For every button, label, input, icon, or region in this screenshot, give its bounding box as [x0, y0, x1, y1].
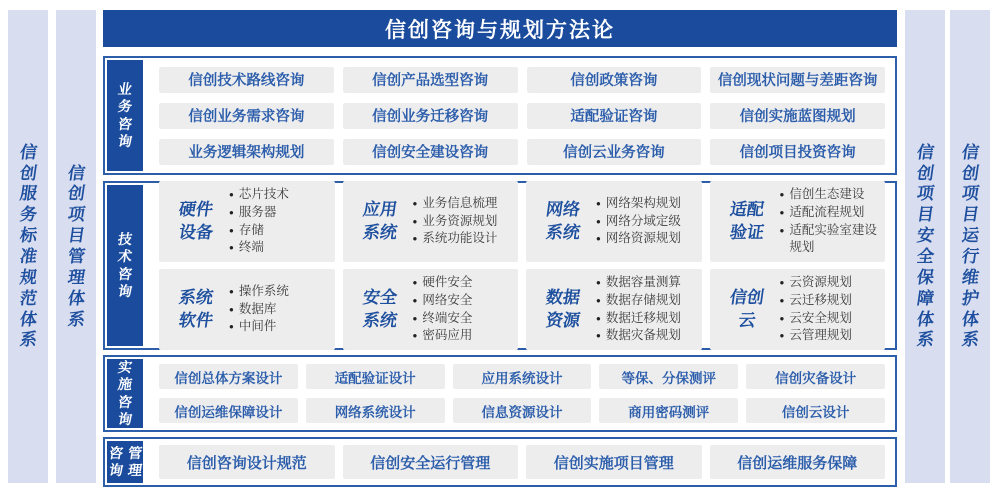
tech-card-bullet-item — [596, 230, 696, 248]
tech-card-bullet-item — [596, 327, 696, 345]
bullet-dot-icon: ● — [412, 295, 418, 305]
tech-card-bullet-text: 数据容量测算 — [605, 275, 681, 289]
bullet-dot-icon: ● — [596, 295, 601, 305]
tech-card-bullet-item — [413, 230, 513, 248]
section-technical-grid — [151, 185, 893, 346]
business-item-label: 适配验证咨询 — [570, 109, 658, 125]
bullet-dot-icon: ● — [596, 331, 601, 341]
vertical-text-char: 业 — [116, 81, 134, 98]
tech-card-bullet-text: 网络安全 — [422, 292, 473, 307]
tech-card — [343, 269, 519, 350]
tech-card-bullet-text: 系统功能设计 — [422, 231, 498, 246]
implementation-item-label: 等保、分保测评 — [621, 370, 717, 386]
tech-card-bullet-text: 服务器 — [238, 204, 277, 219]
business-item-label: 信创项目投资咨询 — [739, 145, 856, 161]
tech-card-bullet-text: 终端 — [238, 240, 264, 255]
bullet-dot-icon: ● — [779, 331, 785, 341]
vertical-text-char: 目 — [66, 226, 86, 246]
bullet-dot-icon: ● — [412, 313, 418, 323]
business-item — [527, 139, 702, 165]
management-item — [526, 445, 702, 479]
tech-card — [526, 181, 702, 262]
bullet-dot-icon: ● — [779, 295, 785, 305]
tech-card-title — [720, 199, 774, 243]
tech-card-title-line: 云 — [736, 310, 757, 330]
tech-card-bullet-list — [229, 283, 329, 336]
section-management-label — [107, 441, 143, 483]
bullet-dot-icon: ● — [779, 190, 785, 199]
implementation-item — [159, 398, 298, 423]
tech-card-bullet-text: 硬件安全 — [422, 275, 473, 289]
section-label-column — [118, 360, 132, 426]
tech-card-title-line: 系统 — [544, 222, 582, 242]
business-item-label: 信创产品选型咨询 — [372, 73, 489, 89]
implementation-item — [599, 398, 738, 423]
business-item — [710, 139, 885, 165]
vertical-text-char: 护 — [960, 288, 980, 308]
tech-card-title-line: 网络 — [544, 200, 582, 220]
tech-card-title-line: 系统 — [177, 288, 215, 308]
tech-card-bullet-item — [596, 292, 696, 310]
vertical-text-char: 行 — [960, 247, 980, 266]
tech-card-bullet-item — [229, 186, 329, 204]
vertical-text-char: 系 — [18, 330, 38, 350]
vertical-text-char: 施 — [116, 376, 134, 393]
vertical-text-char: 创 — [66, 184, 86, 204]
tech-card-title — [536, 287, 590, 331]
tech-card-bullet-item — [596, 274, 696, 292]
implementation-item-label: 应用系统设计 — [481, 370, 563, 386]
tech-card-title-line: 硬件 — [177, 200, 215, 220]
tech-card-bullet-list — [229, 186, 329, 257]
vertical-text-char: 安 — [915, 226, 935, 246]
side-bar-security-assurance-label — [917, 144, 934, 349]
tech-card-bullet-list — [780, 274, 880, 345]
bullet-dot-icon: ● — [412, 216, 418, 226]
vertical-text-char: 信 — [915, 142, 935, 162]
vertical-text-char: 管 — [126, 444, 143, 461]
section-label-column — [118, 82, 132, 148]
vertical-text-char: 项 — [915, 184, 935, 204]
vertical-text-char: 询 — [116, 132, 134, 149]
vertical-text-char: 系 — [66, 309, 86, 329]
tech-card-bullet-text: 芯片技术 — [238, 187, 289, 201]
business-item-label: 信创实施蓝图规划 — [739, 109, 856, 125]
business-item — [527, 67, 702, 93]
bullet-dot-icon: ● — [779, 313, 785, 323]
vertical-text-char: 准 — [18, 247, 38, 266]
tech-card-bullet-text: 数据库 — [238, 301, 277, 316]
tech-card-bullet-text: 适配实验室建设规划 — [789, 222, 877, 255]
tech-card-title-line: 适配 — [728, 200, 765, 220]
vertical-text-char: 创 — [18, 163, 38, 183]
section-label-column — [109, 446, 123, 478]
tech-card-title — [169, 287, 223, 331]
vertical-text-char: 信 — [960, 142, 980, 162]
tech-card-bullet-item — [780, 222, 880, 258]
vertical-text-char: 创 — [915, 163, 935, 183]
tech-card-bullet-text: 操作系统 — [238, 283, 289, 298]
management-item — [710, 445, 886, 479]
business-item-label: 信创业务迁移咨询 — [372, 109, 489, 125]
implementation-item-label: 信创灾备设计 — [775, 370, 857, 386]
tech-card-title-line: 验证 — [728, 222, 765, 242]
side-bar-operation-maintenance — [950, 10, 990, 483]
business-item-label: 信创政策咨询 — [570, 73, 658, 89]
tech-card-title-line: 系统 — [361, 222, 398, 242]
tech-card-title-line: 安全 — [361, 288, 398, 308]
tech-card-title — [536, 199, 590, 243]
tech-card-bullet-text: 密码应用 — [422, 328, 473, 343]
bullet-dot-icon: ● — [596, 234, 601, 244]
implementation-item — [306, 364, 445, 389]
implementation-item-label: 网络系统设计 — [334, 404, 416, 420]
bullet-dot-icon: ● — [412, 234, 418, 244]
tech-card-bullet-item — [596, 195, 696, 213]
tech-card-bullet-item — [413, 213, 513, 231]
bullet-dot-icon: ● — [596, 313, 601, 323]
business-item — [159, 67, 334, 93]
bullet-dot-icon: ● — [412, 331, 418, 341]
bullet-dot-icon: ● — [412, 278, 418, 287]
vertical-text-char: 理 — [66, 267, 86, 287]
business-item-label: 信创安全建设咨询 — [372, 145, 489, 161]
vertical-text-char: 询 — [116, 282, 134, 299]
vertical-text-char: 术 — [116, 248, 134, 265]
tech-card-bullet-text: 业务资源规划 — [422, 213, 498, 228]
vertical-text-char: 系 — [960, 330, 980, 350]
tech-card-bullet-text: 网络分域定级 — [605, 213, 681, 228]
bullet-dot-icon: ● — [229, 304, 234, 314]
vertical-text-char: 维 — [960, 267, 980, 287]
tech-card-title — [353, 287, 407, 331]
tech-card-bullet-item — [229, 204, 329, 222]
bullet-dot-icon: ● — [779, 225, 785, 235]
side-bar-operation-maintenance-label — [962, 144, 979, 349]
implementation-item — [746, 398, 885, 423]
business-item-label: 信创业务需求咨询 — [188, 109, 305, 125]
bullet-dot-icon: ● — [596, 278, 601, 287]
tech-card-bullet-item — [413, 292, 513, 310]
vertical-text-char: 标 — [18, 226, 38, 246]
tech-card-title-line: 资源 — [544, 310, 582, 330]
tech-card-bullet-item — [780, 204, 880, 222]
vertical-text-char: 规 — [18, 267, 38, 287]
vertical-text-char: 询 — [116, 410, 134, 427]
vertical-text-char: 信 — [18, 142, 38, 162]
tech-card-title — [353, 199, 407, 243]
vertical-text-char: 务 — [18, 205, 38, 225]
side-bar-service-standard-label — [20, 144, 37, 349]
tech-card-bullet-text: 云迁移规划 — [789, 292, 852, 307]
section-label-column — [128, 446, 142, 478]
bullet-dot-icon: ● — [229, 190, 234, 199]
tech-card-bullet-text: 数据迁移规划 — [605, 310, 681, 325]
implementation-item-label: 信息资源设计 — [481, 404, 563, 420]
business-item — [343, 103, 518, 129]
implementation-item-label: 信创云设计 — [781, 404, 850, 420]
side-bar-project-management-label — [68, 165, 85, 329]
vertical-text-char: 咨 — [107, 444, 124, 461]
section-implementation-grid — [151, 359, 893, 428]
bullet-dot-icon: ● — [779, 278, 785, 287]
vertical-text-char: 务 — [116, 98, 134, 115]
tech-card-bullet-item — [596, 213, 696, 231]
tech-card-title-line: 应用 — [361, 200, 398, 220]
bullet-dot-icon: ● — [596, 216, 601, 226]
vertical-text-char: 障 — [915, 288, 935, 308]
tech-card-bullet-item — [780, 327, 880, 345]
tech-card-bullet-text: 云管理规划 — [789, 328, 852, 343]
tech-card-bullet-text: 云资源规划 — [789, 275, 852, 289]
tech-card-bullet-text: 数据灾备规划 — [605, 328, 681, 343]
section-technical-label — [107, 185, 143, 346]
business-item — [527, 103, 702, 129]
section-consulting-management — [103, 437, 897, 487]
tech-card-bullet-item — [780, 186, 880, 204]
business-item-label: 信创技术路线咨询 — [188, 73, 305, 89]
tech-card — [710, 181, 886, 262]
section-label-column — [118, 232, 132, 298]
tech-card-bullet-list — [413, 195, 513, 248]
tech-card-bullet-text: 云安全规划 — [789, 310, 852, 325]
title-bar — [103, 10, 897, 47]
vertical-text-char: 咨 — [116, 265, 134, 282]
tech-card-title-line: 设备 — [177, 222, 215, 242]
side-bar-service-standard — [8, 10, 48, 483]
tech-card-bullet-text: 存储 — [238, 222, 264, 237]
tech-card-bullet-item — [229, 283, 329, 301]
tech-card-bullet-text: 业务信息梳理 — [422, 195, 498, 210]
tech-card-bullet-item — [229, 318, 329, 336]
tech-card-bullet-item — [229, 301, 329, 319]
tech-card-bullet-text: 适配流程规划 — [789, 204, 865, 219]
vertical-text-char: 体 — [66, 288, 86, 308]
vertical-text-char: 运 — [960, 226, 980, 246]
business-item — [159, 139, 334, 165]
business-item — [343, 139, 518, 165]
tech-card-bullet-list — [413, 274, 513, 345]
vertical-text-char: 管 — [66, 247, 86, 266]
tech-card-bullet-item — [413, 327, 513, 345]
section-business-label — [107, 60, 143, 171]
business-item-label: 信创现状问题与差距咨询 — [717, 73, 878, 89]
implementation-item — [599, 364, 738, 389]
tech-card-bullet-text: 信创生态建设 — [789, 187, 865, 201]
tech-card — [159, 269, 335, 350]
business-item-label: 信创云业务咨询 — [563, 145, 665, 161]
tech-card-bullet-text: 网络资源规划 — [605, 231, 681, 246]
management-item — [343, 445, 519, 479]
page-title: 信创咨询与规划方法论 — [385, 18, 615, 42]
tech-card-title-line: 信创 — [728, 288, 765, 308]
tech-card — [159, 181, 335, 262]
tech-card-bullet-text: 中间件 — [238, 319, 277, 334]
tech-card-bullet-text: 网络架构规划 — [605, 195, 681, 210]
tech-card-bullet-item — [780, 274, 880, 292]
tech-card-bullet-text: 终端安全 — [422, 310, 473, 325]
management-item-label: 信创实施项目管理 — [553, 454, 674, 472]
management-item-label: 信创安全运行管理 — [370, 454, 491, 472]
tech-card-bullet-list — [780, 186, 880, 257]
implementation-item-label: 信创总体方案设计 — [174, 370, 283, 386]
tech-card-bullet-item — [780, 292, 880, 310]
bullet-dot-icon: ● — [412, 198, 418, 208]
methodology-panel — [103, 10, 897, 487]
implementation-item — [746, 364, 885, 389]
business-item — [343, 67, 518, 93]
vertical-text-char: 体 — [915, 309, 935, 329]
bullet-dot-icon: ● — [779, 207, 785, 217]
vertical-text-char: 范 — [18, 288, 38, 308]
bullet-dot-icon: ● — [229, 322, 234, 332]
bullet-dot-icon: ● — [229, 207, 234, 217]
tech-card-title — [720, 287, 774, 331]
tech-card-bullet-item — [413, 274, 513, 292]
tech-card-bullet-item — [413, 310, 513, 328]
vertical-text-char: 服 — [18, 184, 38, 204]
tech-card-bullet-item — [229, 222, 329, 240]
vertical-text-char: 实 — [116, 359, 134, 376]
vertical-text-char: 理 — [126, 462, 143, 478]
vertical-text-char: 项 — [66, 205, 86, 225]
implementation-item — [453, 364, 592, 389]
side-bar-project-management — [56, 10, 96, 483]
implementation-item — [453, 398, 592, 423]
vertical-text-char: 咨 — [116, 115, 134, 132]
management-item — [159, 445, 335, 479]
bullet-dot-icon: ● — [229, 286, 234, 296]
management-item-label: 信创咨询设计规范 — [186, 454, 307, 472]
section-business-grid — [151, 60, 893, 171]
vertical-text-char: 全 — [915, 247, 935, 266]
tech-card — [526, 269, 702, 350]
tech-card-bullet-item — [229, 239, 329, 257]
vertical-text-char: 目 — [960, 205, 980, 225]
vertical-text-char: 创 — [960, 163, 980, 183]
bullet-dot-icon: ● — [596, 198, 601, 208]
tech-card-title-line: 数据 — [544, 288, 582, 308]
tech-card — [343, 181, 519, 262]
bullet-dot-icon: ● — [229, 225, 234, 235]
management-item-label: 信创运维服务保障 — [737, 454, 858, 472]
business-item — [710, 103, 885, 129]
section-implementation-consulting — [103, 355, 897, 432]
vertical-text-char: 体 — [960, 309, 980, 329]
tech-card-title-line: 软件 — [177, 310, 215, 330]
section-management-grid — [151, 441, 893, 483]
tech-card-bullet-item — [596, 310, 696, 328]
tech-card — [710, 269, 886, 350]
business-item — [710, 67, 885, 93]
vertical-text-char: 询 — [107, 462, 124, 478]
side-bar-security-assurance — [905, 10, 945, 483]
business-item-label: 业务逻辑架构规划 — [188, 145, 305, 161]
business-item — [159, 103, 334, 129]
tech-card-bullet-text: 数据存储规划 — [605, 292, 681, 307]
vertical-text-char: 信 — [66, 163, 86, 183]
vertical-text-char: 系 — [915, 330, 935, 350]
section-business-consulting — [103, 56, 897, 175]
vertical-text-char: 项 — [960, 184, 980, 204]
implementation-item-label: 信创运维保障设计 — [174, 404, 283, 420]
vertical-text-char: 技 — [116, 231, 134, 248]
implementation-item-label: 适配验证设计 — [334, 370, 416, 386]
bullet-dot-icon: ● — [229, 243, 234, 253]
vertical-text-char: 体 — [18, 309, 38, 329]
vertical-text-char: 目 — [915, 205, 935, 225]
vertical-text-char: 咨 — [116, 393, 134, 410]
tech-card-title-line: 系统 — [361, 310, 398, 330]
tech-card-title — [169, 199, 223, 243]
implementation-item-label: 商用密码测评 — [628, 404, 710, 420]
vertical-text-char: 保 — [915, 267, 935, 287]
tech-card-bullet-list — [596, 274, 696, 345]
implementation-item — [306, 398, 445, 423]
implementation-item — [159, 364, 298, 389]
tech-card-bullet-item — [780, 310, 880, 328]
section-technical-consulting — [103, 181, 897, 350]
section-implementation-label — [107, 359, 143, 428]
tech-card-bullet-item — [413, 195, 513, 213]
tech-card-bullet-list — [596, 195, 696, 248]
